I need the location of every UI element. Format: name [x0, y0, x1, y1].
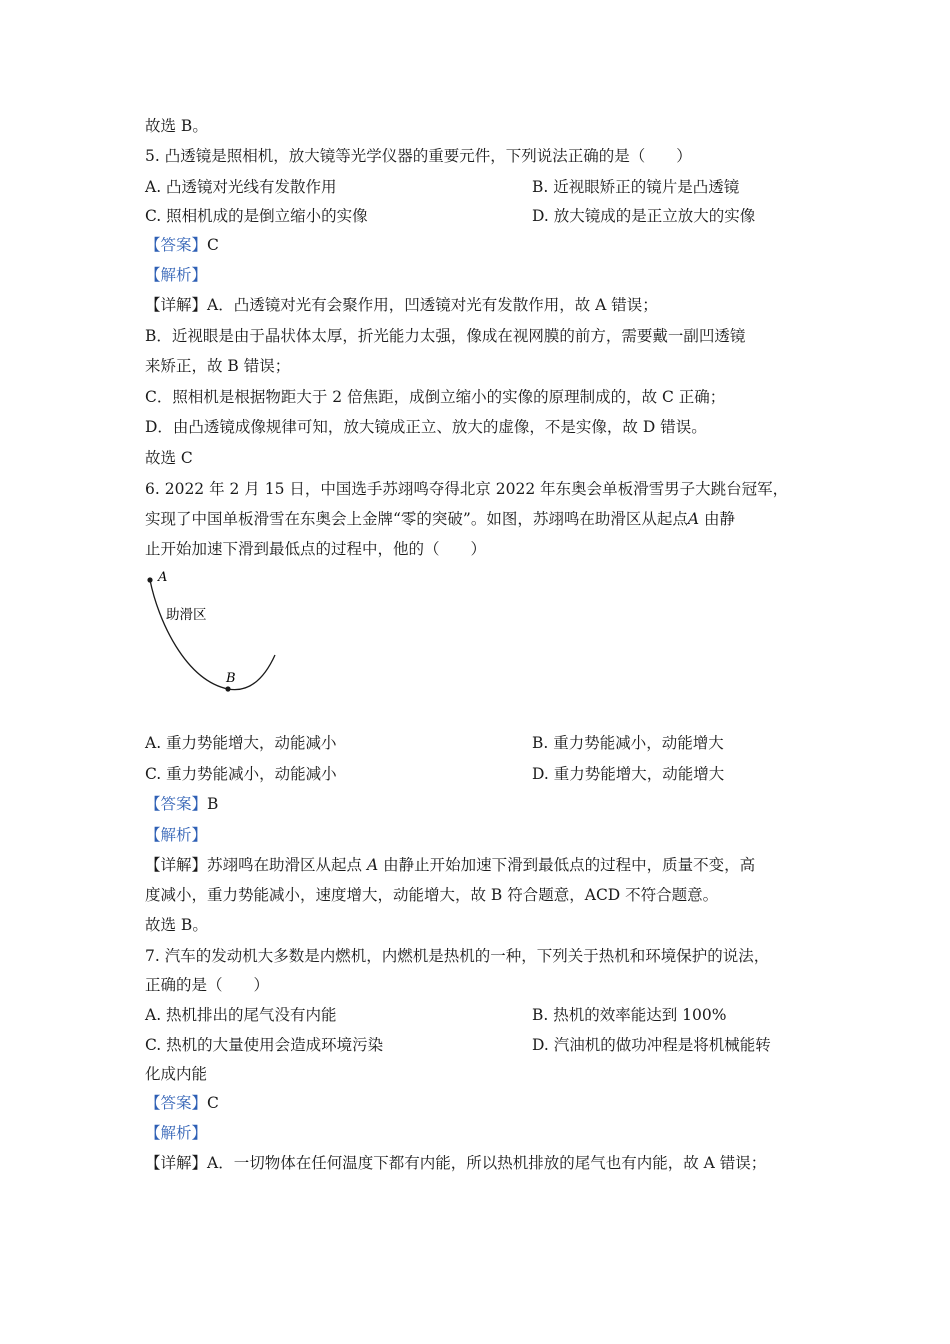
question-6-stem	[145, 509, 735, 529]
point-a-label: A	[158, 570, 168, 585]
answer-value: C	[207, 1094, 219, 1112]
explanation-text: 度减小，重力势能减小，速度增大，动能增大，故 B 符合题意，ACD 不符合题意。	[145, 886, 719, 904]
explanation-line	[145, 295, 658, 315]
option-b: B. 重力势能减小，动能增大	[532, 734, 724, 752]
explanation-text: 由静止开始加速下滑到最低点的过程中，质量不变，高	[378, 856, 756, 874]
question-7-stem: 正确的是（ ）	[145, 976, 270, 994]
point-a-label: A	[366, 856, 379, 874]
option-b: B. 热机的效率能达到 100%	[532, 1006, 727, 1024]
question-7-stem: 7. 汽车的发动机大多数是内燃机，内燃机是热机的一种，下列关于热机和环境保护的说法，	[145, 947, 770, 965]
option-d: D. 放大镜成的是正立放大的实像	[532, 207, 756, 225]
answer-tag: 【答案】	[145, 236, 208, 254]
explanation-tag: 【详解】	[145, 1154, 208, 1172]
analysis-tag: 【解析】	[145, 1124, 208, 1142]
explanation-text: D．由凸透镜成像规律可知，放大镜成正立、放大的虚像，不是实像，故 D 错误。	[145, 418, 707, 436]
question-6-stem: 6. 2022 年 2 月 15 日，中国选手苏翊鸣夺得北京 2022 年东奥会单板滑雪男子大跳台冠军，	[145, 480, 789, 498]
point-b-label: B	[226, 671, 236, 686]
option-b: B. 近视眼矫正的镜片是凸透镜	[532, 178, 740, 196]
slope-curve	[150, 580, 275, 690]
answer-value: C	[207, 236, 219, 254]
answer-tag: 【答案】	[145, 1094, 208, 1112]
analysis-tag: 【解析】	[145, 266, 208, 284]
option-c: C. 照相机成的是倒立缩小的实像	[145, 207, 368, 225]
answer-line	[145, 794, 218, 814]
option-a: A. 重力势能增大，动能减小	[145, 734, 337, 752]
question-5-stem: 5. 凸透镜是照相机，放大镜等光学仪器的重要元件，下列说法正确的是（ ）	[145, 147, 692, 165]
analysis-tag: 【解析】	[145, 826, 208, 844]
explanation-text: C．照相机是根据物距大于 2 倍焦距，成倒立缩小的实像的原理制成的，故 C 正确；	[145, 388, 726, 406]
stem-text: 实现了中国单板滑雪在东奥会上金牌“零的突破”。如图，苏翊鸣在助滑区从起点	[145, 510, 688, 528]
explanation-text: A．一切物体在任何温度下都有内能，所以热机排放的尾气也有内能，故 A 错误；	[207, 1154, 767, 1172]
slope-figure	[140, 565, 290, 700]
explanation-line	[145, 855, 755, 875]
explanation-text: A．凸透镜对光有会聚作用，凹透镜对光有发散作用，故 A 错误；	[207, 296, 658, 314]
option-c: C. 重力势能减小，动能减小	[145, 765, 337, 783]
explanation-tag: 【详解】	[145, 856, 208, 874]
conclusion: 故选 C	[145, 449, 193, 467]
stem-text: 由静	[699, 510, 735, 528]
answer-line	[145, 235, 219, 255]
explanation-tag: 【详解】	[145, 296, 208, 314]
explanation-line	[145, 1153, 766, 1173]
answer-value: B	[207, 795, 219, 813]
point-a-dot	[147, 577, 152, 582]
answer-tag: 【答案】	[145, 795, 208, 813]
point-a-label: A	[687, 510, 700, 528]
explanation-text: 苏翊鸣在助滑区从起点	[207, 856, 367, 874]
option-d-continued: 化成内能	[145, 1065, 208, 1083]
conclusion: 故选 B。	[145, 916, 208, 934]
answer-line	[145, 1093, 219, 1113]
option-a: A. 热机排出的尾气没有内能	[145, 1006, 337, 1024]
option-a: A. 凸透镜对光线有发散作用	[145, 178, 337, 196]
explanation-text: B．近视眼是由于晶状体太厚，折光能力太强，像成在视网膜的前方，需要戴一副凹透镜	[145, 327, 746, 345]
explanation-text: 来矫正，故 B 错误；	[145, 357, 291, 375]
option-c: C. 热机的大量使用会造成环境污染	[145, 1036, 384, 1054]
option-d: D. 汽油机的做功冲程是将机械能转	[532, 1036, 771, 1054]
option-d: D. 重力势能增大，动能增大	[532, 765, 725, 783]
paragraph: 故选 B。	[145, 117, 208, 135]
question-6-stem: 止开始加速下滑到最低点的过程中，他的（ ）	[145, 540, 487, 558]
point-b-dot	[225, 686, 230, 691]
zone-label: 助滑区	[166, 607, 207, 623]
